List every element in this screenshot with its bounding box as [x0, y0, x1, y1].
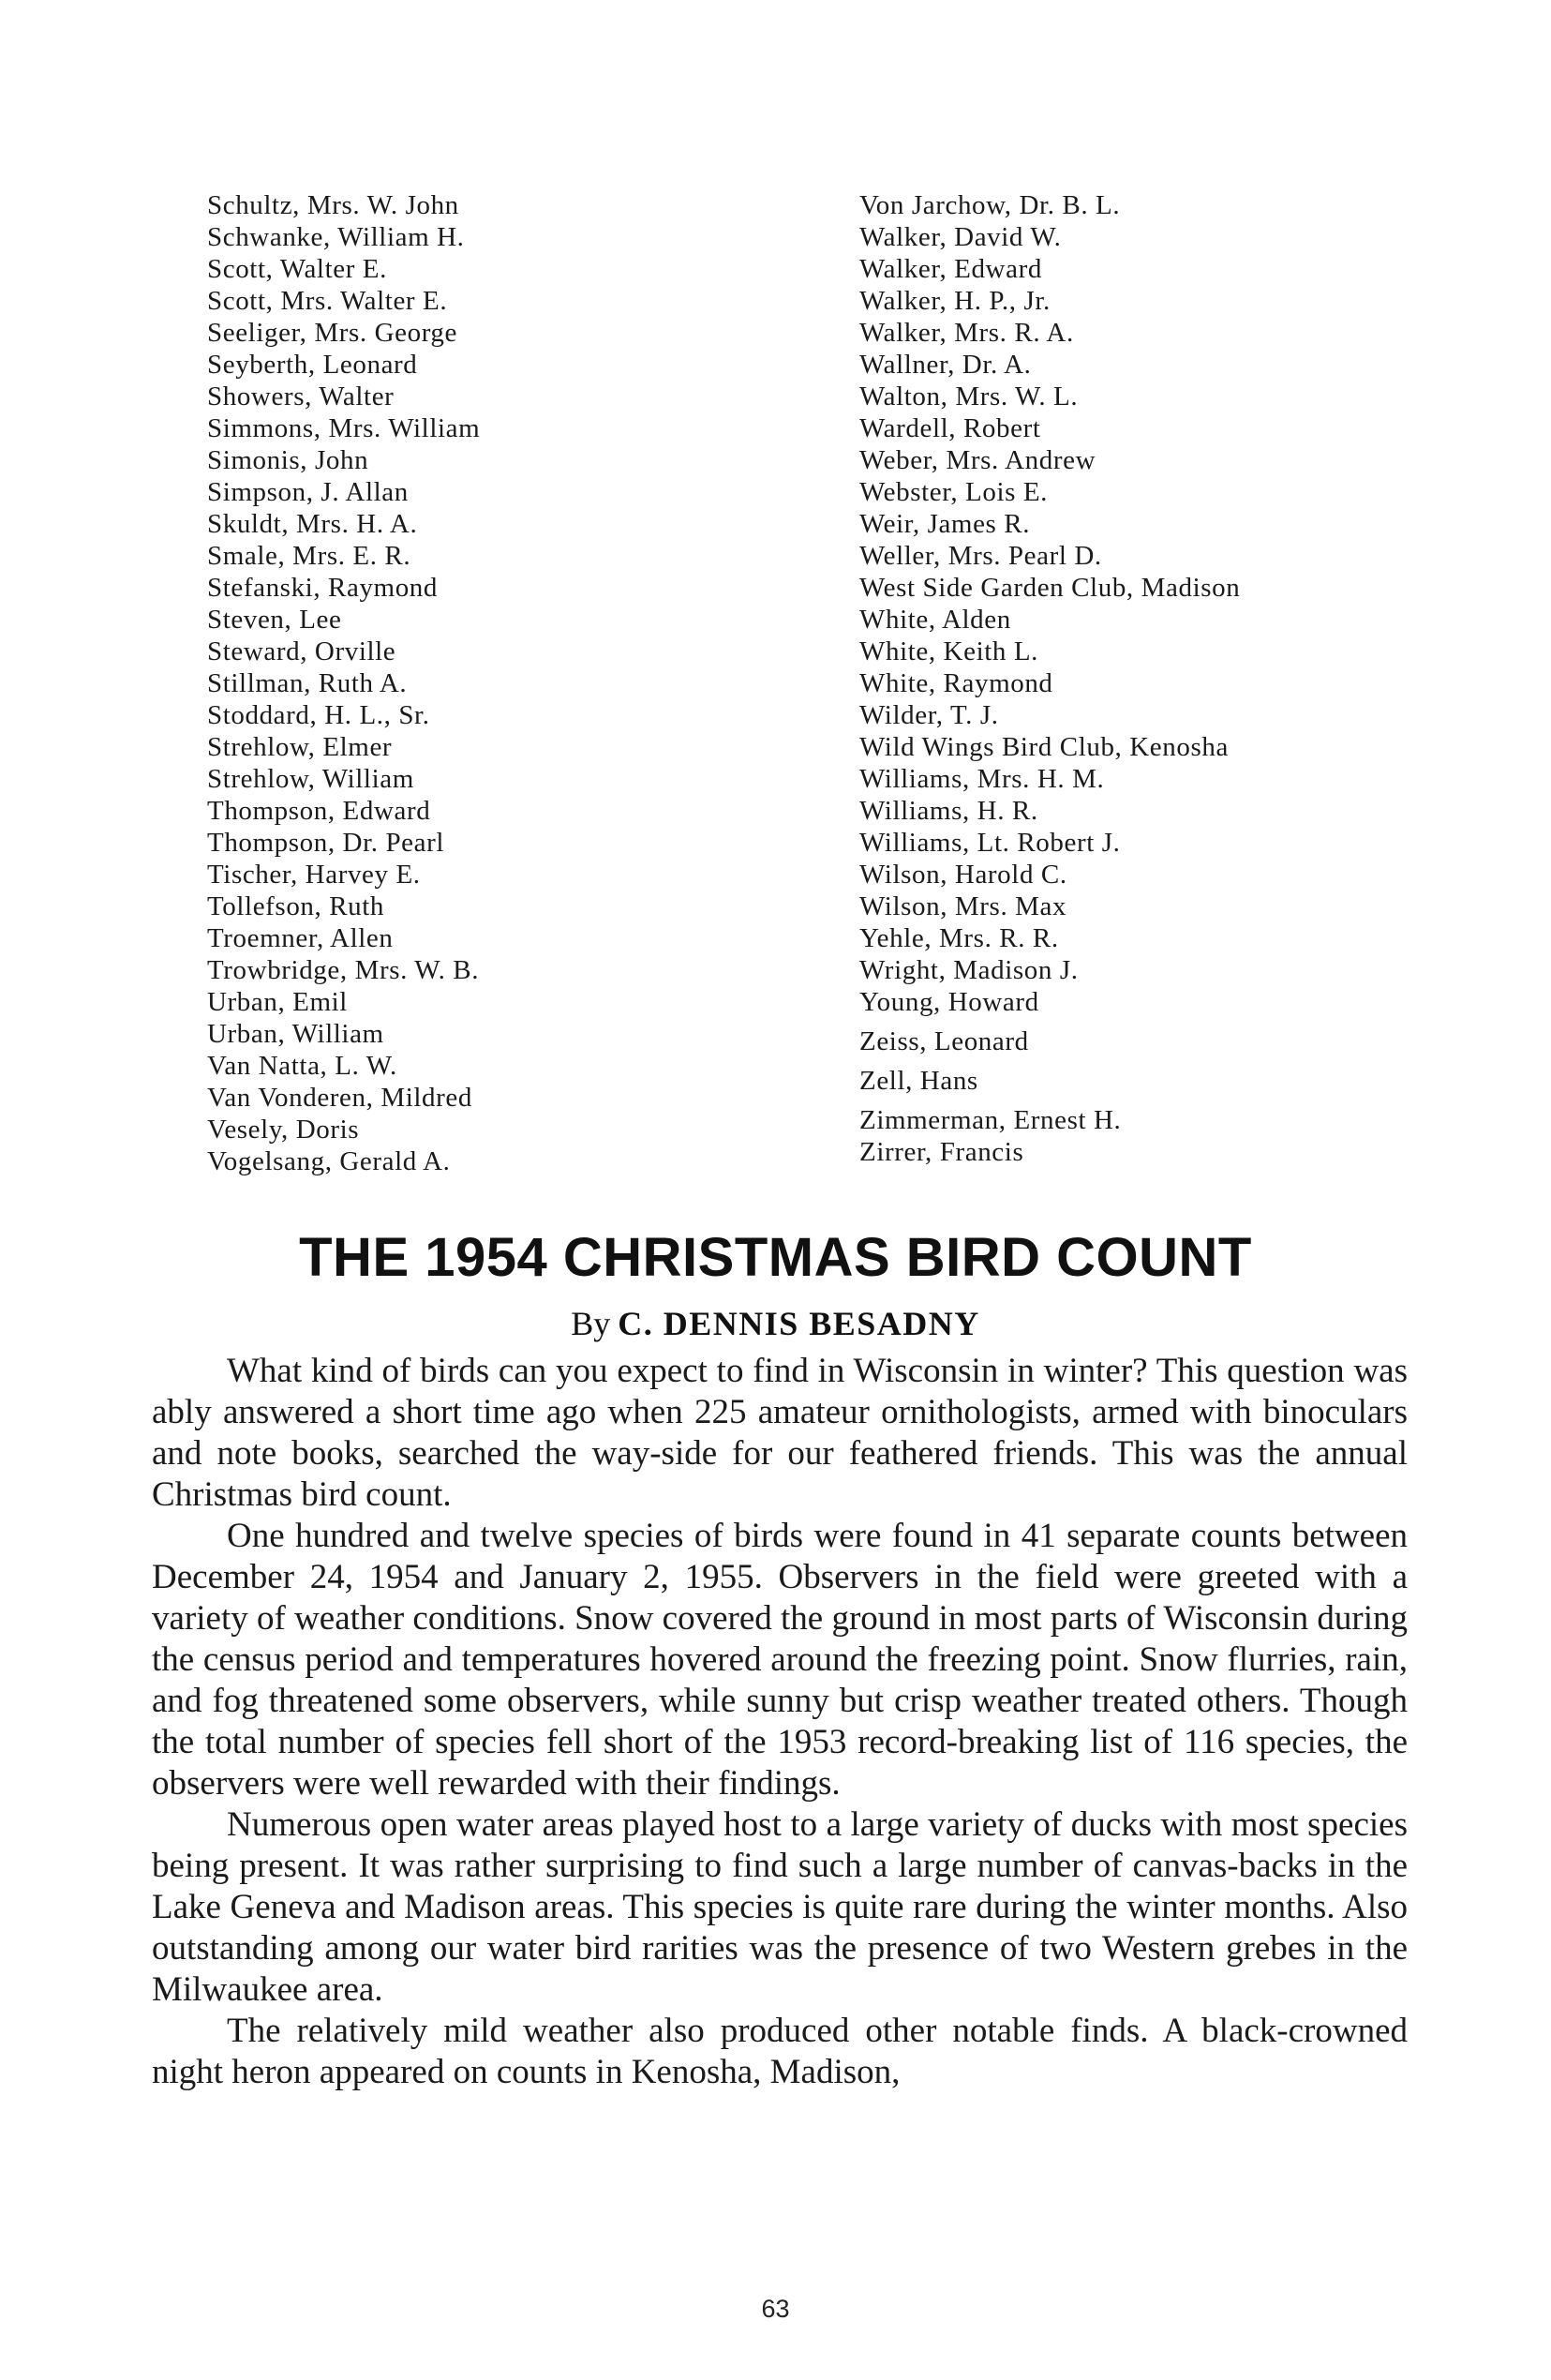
- list-item: Vesely, Doris: [207, 1115, 360, 1145]
- byline: [0, 1303, 1551, 1344]
- member-list-left: [207, 189, 732, 1177]
- list-item: Urban, Emil: [207, 987, 348, 1017]
- article-title: THE 1954 CHRISTMAS BIRD COUNT: [299, 1227, 1252, 1288]
- list-item: Zell, Hans: [859, 1066, 978, 1096]
- list-item: Wright, Madison J.: [859, 955, 1079, 985]
- list-item: Vogelsang, Gerald A.: [207, 1146, 451, 1176]
- paragraph: One hundred and twelve species of birds were found in 41 separate counts between December 24, 1954 and January 2, 1955. Observers in the field were greeted with a variety of weather conditions. Snow covered the ground in most parts of Wisconsin during the census period and temperatures hovered around the freezing point. Snow flurries, rain, and fog threatened some observers, while sunny but crisp weather treated others. Though the total number of species fell short of the 1953 record-breaking list of 116 species, the observers were well rewarded with their findings.: [152, 1517, 1408, 1803]
- list-item: Zimmerman, Ernest H.: [859, 1105, 1122, 1135]
- list-item: Walker, H. P., Jr.: [859, 286, 1051, 316]
- list-item: Tollefson, Ruth: [207, 891, 385, 921]
- list-item: Wild Wings Bird Club, Kenosha: [859, 732, 1229, 762]
- list-item: Wilson, Harold C.: [859, 860, 1067, 890]
- list-item: Wilder, T. J.: [859, 700, 999, 730]
- list-item: White, Raymond: [859, 668, 1053, 698]
- list-item: Seyberth, Leonard: [207, 350, 418, 380]
- list-item: Van Vonderen, Mildred: [207, 1083, 472, 1113]
- list-item: Yehle, Mrs. R. R.: [859, 923, 1059, 953]
- list-item: Williams, Mrs. H. M.: [859, 764, 1105, 794]
- article-body: [152, 1351, 1408, 2093]
- member-list-right: [859, 189, 1422, 1168]
- author-name: C. DENNIS BESADNY: [618, 1305, 980, 1342]
- list-item: Smale, Mrs. E. R.: [207, 541, 411, 571]
- list-item: White, Keith L.: [859, 636, 1039, 666]
- list-item: Wardell, Robert: [859, 413, 1041, 443]
- list-item: Weller, Mrs. Pearl D.: [859, 541, 1102, 571]
- list-item: Troemner, Allen: [207, 923, 394, 953]
- list-item: Seeliger, Mrs. George: [207, 318, 458, 348]
- list-item: Schwanke, William H.: [207, 222, 465, 252]
- list-item: Strehlow, William: [207, 764, 414, 794]
- list-item: Zirrer, Francis: [859, 1137, 1024, 1167]
- list-item: Simpson, J. Allan: [207, 477, 409, 507]
- list-item: Von Jarchow, Dr. B. L.: [859, 190, 1121, 220]
- list-item: Walker, Mrs. R. A.: [859, 318, 1074, 348]
- list-item: Steward, Orville: [207, 636, 396, 666]
- list-item: Simonis, John: [207, 445, 369, 475]
- list-item: White, Alden: [859, 605, 1011, 635]
- list-item: Stoddard, H. L., Sr.: [207, 700, 430, 730]
- paragraph: The relatively mild weather also produced other notable finds. A black-crowned night heron appeared on counts in Kenosha, Madison,: [152, 2012, 1408, 2091]
- list-item: Skuldt, Mrs. H. A.: [207, 509, 418, 539]
- list-item: Walker, David W.: [859, 222, 1062, 252]
- list-item: Van Natta, L. W.: [207, 1051, 397, 1081]
- list-item: Stillman, Ruth A.: [207, 668, 408, 698]
- list-item: Schultz, Mrs. W. John: [207, 190, 459, 220]
- page-number: 63: [761, 2295, 790, 2323]
- list-item: Thompson, Edward: [207, 796, 431, 826]
- list-item: Stefanski, Raymond: [207, 573, 439, 603]
- byline-prefix: By: [571, 1305, 611, 1342]
- list-item: Zeiss, Leonard: [859, 1026, 1029, 1056]
- list-item: Williams, Lt. Robert J.: [859, 828, 1121, 858]
- list-item: Steven, Lee: [207, 605, 342, 635]
- list-item: Webster, Lois E.: [859, 477, 1049, 507]
- list-item: Walker, Edward: [859, 254, 1042, 284]
- paragraph: What kind of birds can you expect to find in Wisconsin in winter? This question was ably answered a short time ago when 225 amateur ornithologists, armed with binoculars and note books, searched the way-side for our feathered friends. This was the annual Christmas bird count.: [152, 1352, 1408, 1514]
- list-item: Urban, William: [207, 1019, 384, 1049]
- list-item: Tischer, Harvey E.: [207, 860, 421, 890]
- list-item: Weber, Mrs. Andrew: [859, 445, 1096, 475]
- list-item: Wallner, Dr. A.: [859, 350, 1032, 380]
- list-item: Thompson, Dr. Pearl: [207, 828, 445, 858]
- list-item: West Side Garden Club, Madison: [859, 573, 1241, 603]
- list-item: Wilson, Mrs. Max: [859, 891, 1067, 921]
- list-item: Young, Howard: [859, 987, 1039, 1017]
- paragraph: Numerous open water areas played host to a large variety of ducks with most species being present. It was rather surprising to find such a large number of canvas-backs in the Lake Geneva and Madison areas. This species is quite rare during the winter months. Also outstanding among our water bird rarities was the presence of two Western grebes in the Milwaukee area.: [152, 1805, 1408, 2009]
- list-item: Showers, Walter: [207, 382, 395, 412]
- list-item: Weir, James R.: [859, 509, 1031, 539]
- list-item: Simmons, Mrs. William: [207, 413, 481, 443]
- list-item: Scott, Mrs. Walter E.: [207, 286, 448, 316]
- list-item: Strehlow, Elmer: [207, 732, 393, 762]
- list-item: Walton, Mrs. W. L.: [859, 382, 1079, 412]
- list-item: Trowbridge, Mrs. W. B.: [207, 955, 480, 985]
- list-item: Scott, Walter E.: [207, 254, 387, 284]
- list-item: Williams, H. R.: [859, 796, 1038, 826]
